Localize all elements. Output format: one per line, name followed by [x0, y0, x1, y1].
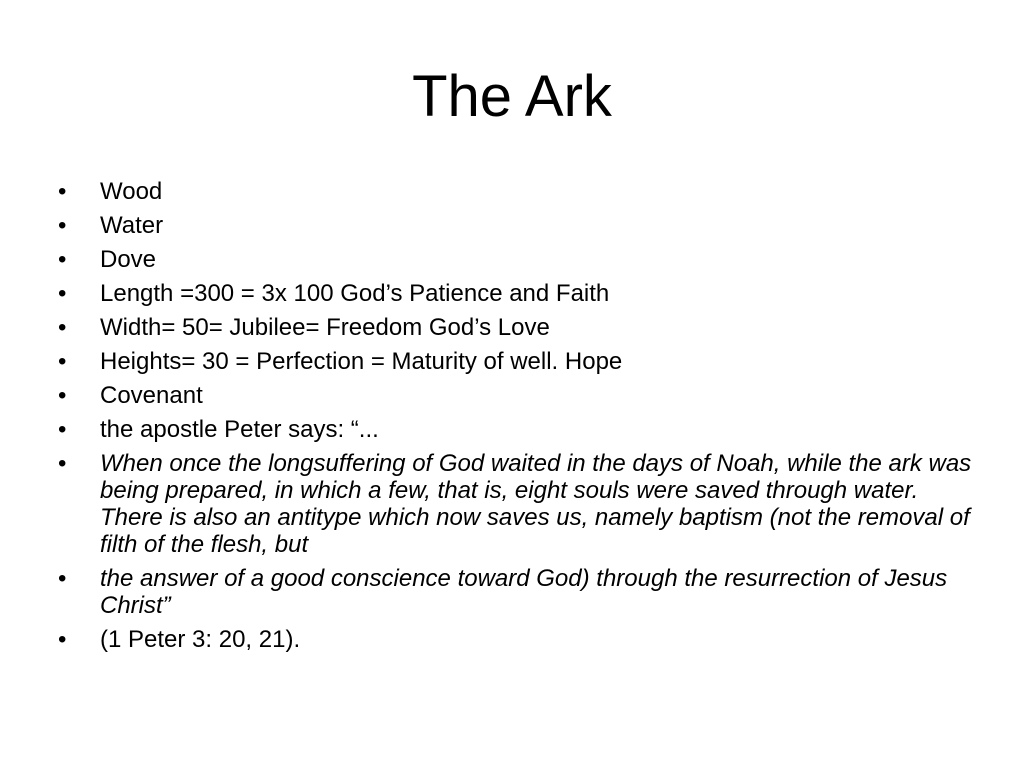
bullet-item-apostle-peter	[58, 416, 978, 443]
bullet-marker: •	[58, 280, 67, 307]
bullet-text: Length =300 = 3x 100 God’s Patience and Faith	[100, 280, 610, 307]
bullet-item-quote-part-2	[58, 565, 978, 619]
bullet-list	[58, 178, 978, 660]
bullet-item-water	[58, 212, 978, 239]
bullet-text: Wood	[100, 178, 163, 205]
bullet-marker: •	[58, 348, 67, 375]
bullet-item-quote-part-1	[58, 450, 978, 558]
bullet-item-length	[58, 280, 978, 307]
bullet-marker: •	[58, 212, 67, 239]
bullet-item-citation	[58, 626, 978, 653]
bullet-marker: •	[58, 246, 67, 273]
bullet-marker: •	[58, 565, 67, 592]
bullet-text: the answer of a good conscience toward God) through the resurrection of Jesus Christ”	[100, 565, 948, 619]
bullet-marker: •	[58, 314, 67, 341]
bullet-marker: •	[58, 382, 67, 409]
bullet-text: Heights= 30 = Perfection = Maturity of well. Hope	[100, 348, 623, 375]
bullet-item-dove	[58, 246, 978, 273]
bullet-item-width	[58, 314, 978, 341]
slide-title: The Ark	[412, 64, 612, 129]
bullet-text: Dove	[100, 246, 157, 273]
bullet-text: Water	[100, 212, 164, 239]
bullet-marker: •	[58, 178, 67, 205]
bullet-item-wood	[58, 178, 978, 205]
bullet-marker: •	[58, 450, 67, 477]
bullet-item-covenant	[58, 382, 978, 409]
bullet-text: When once the longsuffering of God waited in the days of Noah, while the ark was being prepared, in which a few, that is, eight souls were saved through water. There is also an antitype which now saves us, namely baptism (not the removal of filth of the flesh, but	[100, 450, 972, 558]
bullet-text: the apostle Peter says: “...	[100, 416, 379, 443]
bullet-text: Width= 50= Jubilee= Freedom God’s Love	[100, 314, 550, 341]
bullet-text: (1 Peter 3: 20, 21).	[100, 626, 301, 653]
bullet-marker: •	[58, 416, 67, 443]
bullet-marker: •	[58, 626, 67, 653]
bullet-item-heights	[58, 348, 978, 375]
bullet-text: Covenant	[100, 382, 203, 409]
